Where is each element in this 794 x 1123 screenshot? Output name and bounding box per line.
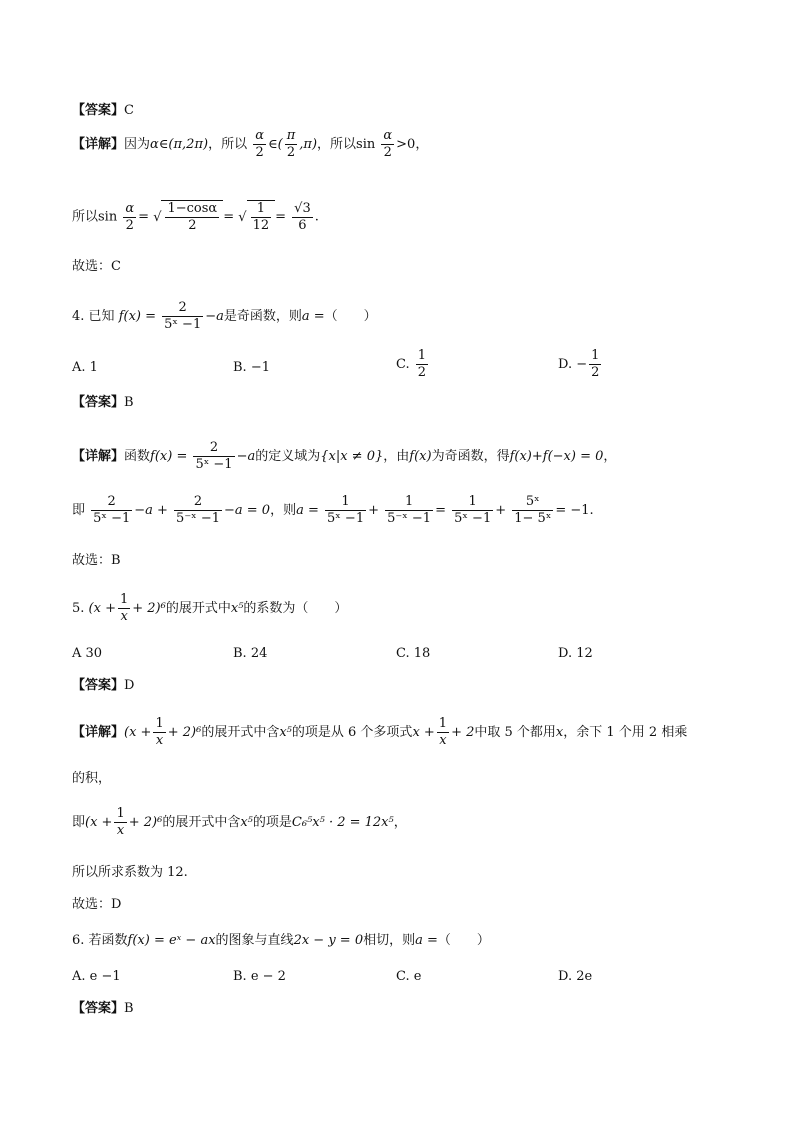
math: sin bbox=[98, 209, 118, 225]
q4-option-b: B. −1 bbox=[233, 360, 270, 375]
math: sin bbox=[356, 137, 376, 152]
q5-detail-line-4: 所以所求系数为 12. bbox=[72, 865, 188, 880]
q3-detail-line-2 bbox=[72, 200, 319, 234]
q5-result: 故选：D bbox=[72, 897, 122, 912]
math: = bbox=[138, 209, 150, 225]
q3-answer-line bbox=[72, 102, 134, 120]
q6-stem: 6. 若函数f(x) = eˣ − ax的图象与直线2x − y = 0相切，则a =（ ） bbox=[72, 933, 490, 948]
q5-option-a: A 30 bbox=[72, 646, 103, 661]
text: 所以 bbox=[72, 209, 99, 225]
fraction: $\frac{\pi}{2}$ bbox=[286, 128, 296, 160]
q4-option-a: A. 1 bbox=[72, 360, 98, 375]
q4-detail-line-1: 【详解】函数f(x) = $\frac{2}{\text{5ˣ −1}}$ −a的定义域为{x|x ≠ 0}，由f(x)为奇函数，得f(x)+f(−x) = 0， bbox=[72, 440, 617, 472]
math: >0， bbox=[396, 137, 429, 152]
fraction: $\frac{\alpha}{2}$ bbox=[255, 128, 265, 160]
q5-option-d: D. 12 bbox=[558, 646, 593, 661]
sqrt: √ $\frac{1}{12}$ bbox=[238, 200, 275, 234]
q6-option-a: A. e −1 bbox=[72, 969, 121, 984]
math: = bbox=[223, 209, 235, 225]
text: ，所以 bbox=[317, 137, 357, 152]
math: . bbox=[314, 209, 319, 225]
math: = bbox=[275, 209, 287, 225]
q5-detail-line-3: 即(x + $\frac{1}{x}$ + 2)⁶的展开式中含x⁵的项是C₆⁵x⁵ · 2 = 12x⁵， bbox=[72, 806, 407, 838]
q5-detail-line-2: 的积， bbox=[72, 771, 112, 786]
q3-detail-line-1 bbox=[72, 128, 428, 161]
q5-option-b: B. 24 bbox=[233, 646, 268, 661]
fraction: $\frac{\alpha}{2}$ bbox=[383, 128, 393, 160]
sqrt: √ $\frac{1-\cos\alpha}{2}$ bbox=[153, 200, 223, 234]
fraction: $\frac{√3}{6}$ bbox=[294, 200, 311, 233]
q5-stem: 5. (x + $\frac{1}{x}$ + 2)⁶的展开式中x⁵的系数为（ ） bbox=[72, 592, 348, 624]
q4-option-c: C. $\frac{1}{2}$ bbox=[396, 348, 427, 380]
q6-option-c: C. e bbox=[396, 969, 422, 984]
q4-stem: 4. 已知 f(x) = $\frac{2}{\text{5ˣ −1}}$ −a是奇函数，则a =（ ） bbox=[72, 300, 377, 332]
q5-detail-line-1: 【详解】(x + $\frac{1}{x}$ + 2)⁶的展开式中含x⁵的项是从 6 个多项式x + $\frac{1}{x}$ + 2中取 5 个都用x，余下 1 个用 2 相乘 bbox=[72, 716, 688, 748]
answer-value: C bbox=[124, 103, 134, 118]
q4-option-d: D. − $\frac{1}{2}$ bbox=[558, 348, 600, 380]
math: α∈(π,2π) bbox=[150, 137, 209, 152]
text: 因为 bbox=[124, 137, 151, 152]
text: ，所以 bbox=[208, 137, 248, 152]
q5-answer-line: 【答案】D bbox=[72, 678, 135, 693]
q6-answer-line: 【答案】B bbox=[72, 1001, 134, 1016]
q4-result: 故选：B bbox=[72, 553, 121, 568]
q3-result: 故选：C bbox=[72, 259, 121, 274]
q5-option-c: C. 18 bbox=[396, 646, 431, 661]
q6-option-d: D. 2e bbox=[558, 969, 593, 984]
fraction: $\frac{\alpha}{2}$ bbox=[125, 200, 135, 233]
detail-label: 【详解】 bbox=[72, 137, 125, 152]
math: ,π) bbox=[299, 137, 318, 152]
q4-detail-line-2: 即 $\frac{2}{\text{5ˣ −1}}$ −a + $\frac{2}{\text{5⁻ˣ −1}}$ −a = 0，则a = $\frac{1}{\text{5ˣ −1}}$ + $\frac{1}{\text{5⁻ˣ −1}}$ = $\frac{1}{\text{5ˣ −1}}$ + $\frac{\text{5ˣ}}{\text{1− 5ˣ}}$ = −1. bbox=[72, 494, 594, 526]
answer-label: 【答案】 bbox=[72, 103, 125, 118]
math: ∈( bbox=[268, 137, 283, 152]
q6-option-b: B. e − 2 bbox=[233, 969, 286, 984]
q4-answer-line: 【答案】B bbox=[72, 395, 134, 410]
